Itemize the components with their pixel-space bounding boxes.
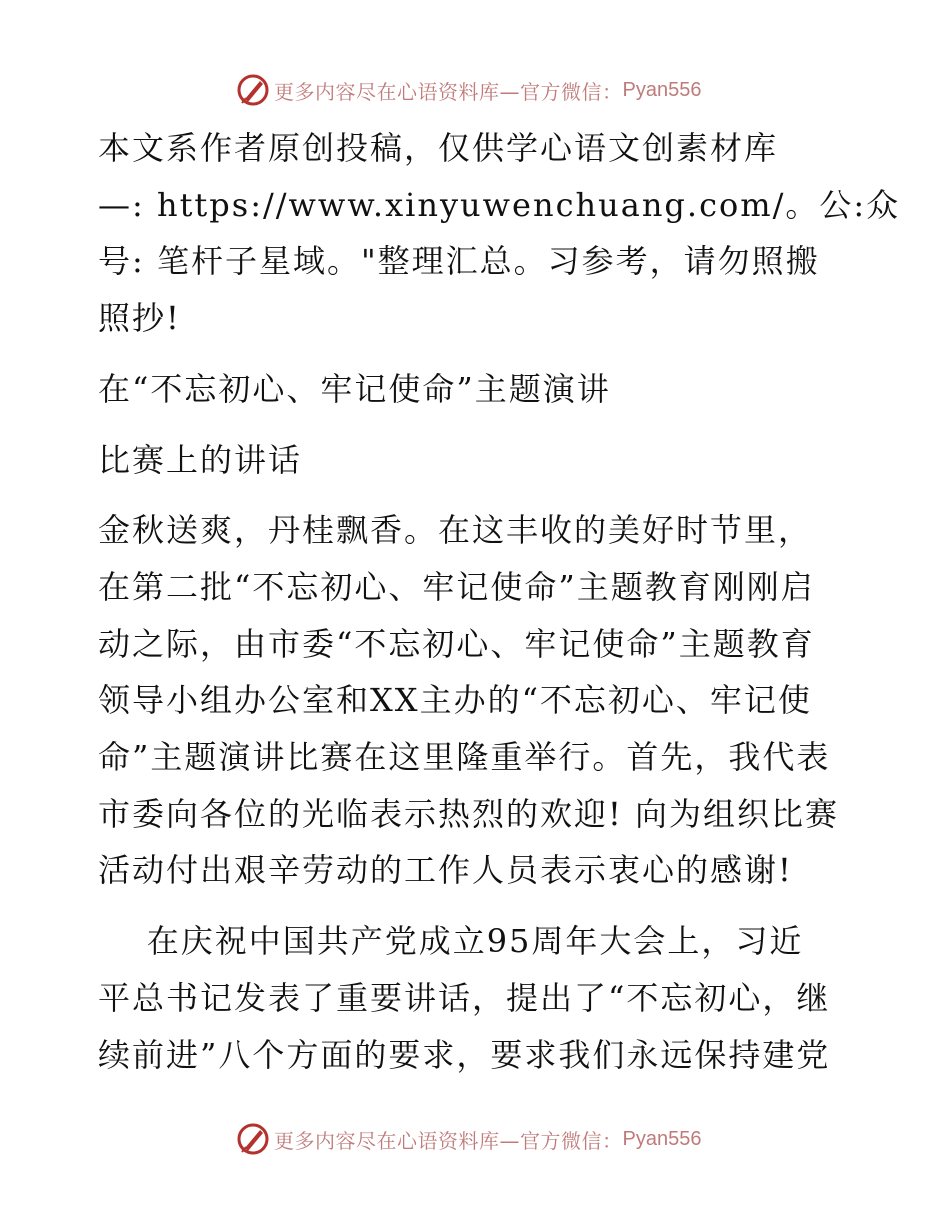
paragraph-line: 领导小组办公室和XX主办的“不忘初心、牢记使 — [98, 681, 812, 720]
pen-circle-icon — [236, 1122, 270, 1156]
paragraph-line: 活动付出艰辛劳动的工作人员表示衷心的感谢! — [98, 851, 793, 890]
footer-watermark — [236, 1121, 701, 1157]
intro-line: 照抄! — [98, 299, 181, 338]
paragraph-line: 在第二批“不忘初心、牢记使命”主题教育刚刚启 — [98, 567, 815, 606]
paragraph-line: 市委向各位的光临表示热烈的欢迎! 向为组织比赛 — [98, 794, 840, 833]
watermark-wechat-id: Pyan556 — [622, 78, 702, 101]
paragraph-line: 平总书记发表了重要讲话，提出了“不忘初心，继 — [98, 978, 831, 1017]
paragraph-line: 在庆祝中国共产党成立95周年大会上，习近 — [98, 922, 804, 961]
intro-line: 本文系作者原创投稿，仅供学心语文创素材库 — [98, 129, 779, 167]
intro-line: —: https://www.xinyuwenchuang.com/。公:众 — [98, 185, 901, 224]
watermark-wechat-id: Pyan556 — [622, 1127, 702, 1150]
pen-circle-icon — [236, 73, 270, 107]
intro-line: 号: 笔杆子星域。"整理汇总。习参考，请勿照搬 — [98, 242, 820, 281]
title-line-2: 比赛上的讲话 — [98, 440, 303, 479]
document-body — [98, 120, 901, 1083]
paragraph-line: 金秋送爽，丹桂飘香。在这丰收的美好时节里， — [98, 511, 813, 550]
paragraph-line: 续前进”八个方面的要求，要求我们永远保持建党 — [98, 1035, 831, 1074]
paragraph-line: 命”主题演讲比赛在这里隆重举行。首先，我代表 — [98, 738, 831, 777]
watermark-text: 更多内容尽在心语资料库—官方微信： — [274, 1128, 623, 1153]
title-line-1: 在“不忘初心、牢记使命”主题演讲 — [98, 369, 611, 408]
watermark-text: 更多内容尽在心语资料库—官方微信： — [274, 79, 623, 104]
paragraph-line: 动之际，由市委“不忘初心、牢记使命”主题教育 — [98, 624, 815, 663]
header-watermark — [236, 72, 701, 108]
